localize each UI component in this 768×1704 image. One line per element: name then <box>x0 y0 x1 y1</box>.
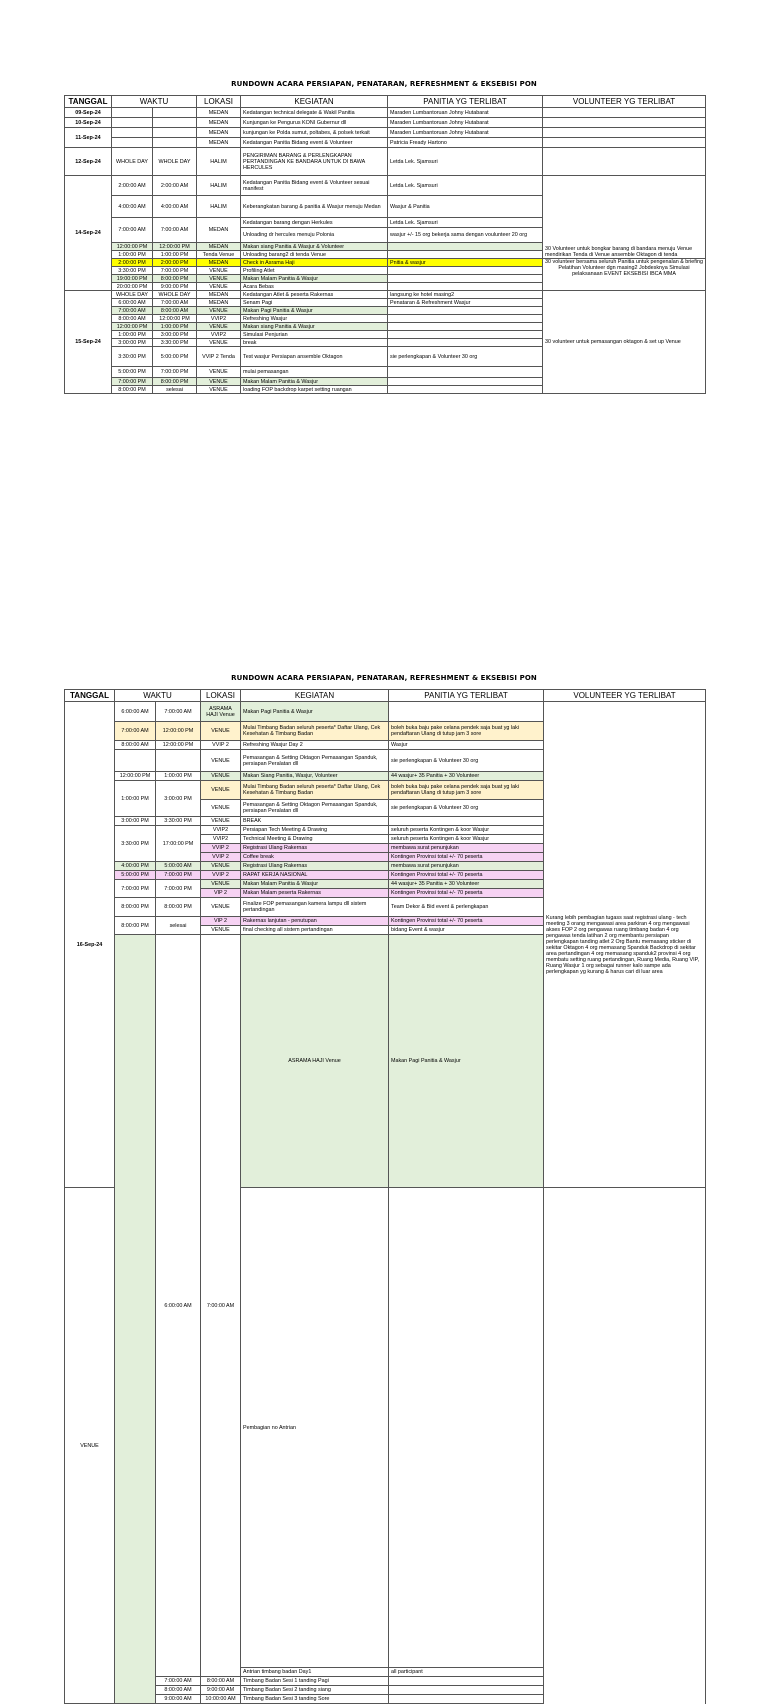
table-row: VENUE Pemasangan & Setting Oktagon Pemasangan Spanduk, persiapan Peralatan dll sie perlengkapan & Volunteer 30 org <box>65 800 706 817</box>
table-row: 7:00:00 AM 12:00:00 PM VENUE Mulai Timbang Badan seluruh peserta* Daftar Ulang, Cek Kesehatan & Timbang Badan boleh buka baju pake celana pendek saja buat yg laki pendaftaran Ulang di tutup jam 3 sore <box>65 722 706 741</box>
volunteer-cell: 30 volunteer untuk pemasangan oktagon & set up Venue <box>543 291 706 394</box>
volunteer-cell: Kurang lebih pembagian tugass saat registrasi ulang - tech meeting 3 orang mengawasi area parkiran 4 org mengawasi akses FOP 2 org pengawas ruang timbang badan 4 org pengawas tenda latihan 2 org membantu persiapan perlengkapan tanding atlet 2 Org Bantu memasang sticker di sekitar Oktagon 4 org memasang Spanduk Backdrop di sekitar area pertandingan 4 org memasang spanduk2 provinsi 4 org membatu setting ruang pertandingan, Ruang Media, Ruang VIP, Ruang Wasjur 1 org sebagai runner kalo sampe ada perlengkapan yg kurang & harus cari di luar area <box>544 702 706 1188</box>
volunteer-cell: 30 volunteer bersama seluruh Panitia untuk pengenalan & briefing Pelatihan Volunteer dgn masing2 Jobdesknya Simulasi pelaksanaan EVENT EKSEBISI IBCA MMA <box>543 259 706 291</box>
schedule-table <box>64 95 706 394</box>
table-row: 3:30:00 PM 5:00:00 PM VVIP 2 Tenda Test wasjur Persiapan ansemble Oktagon sie perlengkapan & Volunteer 30 org <box>65 347 706 367</box>
table-row: VVIP 2 Registrasi Ulang Rakernas membawa surat penunjukan <box>65 844 706 853</box>
table-row: 3:30:00 PM 7:00:00 PM VENUE Profiling Atlet <box>65 267 706 275</box>
table-row: 7:00:00 AM 8:00:00 AM VENUE Makan Pagi Panitia & Wasjur <box>65 307 706 315</box>
table-row: VIP 2 Makan Malam peserta Rakernas Kontingen Provinsi total +/- 70 peserta <box>65 889 706 898</box>
table-row: 4:00:00 AM 4:00:00 AM HALIM Keberangkatan barang & panitia & Wasjur menuju Medan Wasjur & Panitia <box>65 196 706 218</box>
date-cell: 12-Sep-24 <box>65 148 112 176</box>
table-row: VVIP 2 Coffee break Kontingen Provinsi total +/- 70 peserta <box>65 853 706 862</box>
table-row: MEDAN Kedatangan Panitia Bidang event & Volunteer Patricia Fready Hartono <box>65 138 706 148</box>
table-row: 8:00:00 PM selesai VENUE loading FOP backdrop karpet setting ruangan <box>65 386 706 394</box>
table-row: 8:00:00 AM 12:00:00 PM VVIP 2 Refreshing Wasjur Day 2 Wasjur <box>65 741 706 750</box>
schedule-table-2 <box>64 689 706 1704</box>
table-row: VENUE Pembagian no Antrian <box>65 1188 706 1668</box>
header-tanggal: TANGGAL <box>65 96 112 108</box>
table-row: 7:00:00 AM 8:00:00 AM Timbang Badan Sesi 1 tanding Pagi <box>65 1677 706 1686</box>
table-row: 10-Sep-24 MEDAN Kunjungan ke Pengurus KONI Gubernur dll Maraden Lumbantoruan Johny Hutabarat <box>65 118 706 128</box>
table-row: 16-Sep-24 6:00:00 AM 7:00:00 AM ASRAMA HAJI Venue Makan Pagi Panitia & Wasjur Kurang lebih pembagian tugass saat registrasi ulang - tech meeting 3 orang mengawasi area parkiran 4 org mengawasi akses FOP 2 org pengawas ruang timbang badan 4 org pengawas tenda latihan 2 org membantu persiapan perlengkapan tanding atlet 2 Org Bantu memasang sticker di sekitar Oktagon 4 org memasang Spanduk Backdrop di sekitar area pertandingan 4 org memasang spanduk2 provinsi 4 org membatu setting ruang pertandingan, Ruang Media, Ruang VIP, Ruang Wasjur 1 org sebagai runner kalo sampe ada perlengkapan yg kurang & harus cari di luar area <box>65 702 706 722</box>
table-row: 4:00:00 PM 5:00:00 AM VENUE Registrasi Ulang Rakernas membawa surat penunjukan <box>65 862 706 871</box>
table-row: 2:00:00 PM 2:00:00 PM MEDAN Check in Asrama Haji Pnitia & wasjur 30 volunteer bersama seluruh Panitia untuk pengenalan & briefing Pelatihan Volunteer dgn masing2 Jobdesknya Simulasi pelaksanaan EVENT EKSEBISI IBCA MMA <box>65 259 706 267</box>
table-row: 3:00:00 PM 3:30:00 PM VENUE BREAK <box>65 817 706 826</box>
table-row: 12:00:00 PM 1:00:00 PM VENUE Makan siang Panitia & Wasjur <box>65 323 706 331</box>
date-cell: 10-Sep-24 <box>65 118 112 128</box>
table-row: VENUE Pemasangan & Setting Oktagon Pemasangan Spanduk, persiapan Peralatan dll sie perlengkapan & Volunteer 30 org <box>65 750 706 772</box>
table-row: VVIP2 Technical Meeting & Drawing seluruh peserta Kontingen & koor Wasjur <box>65 835 706 844</box>
header-lokasi: LOKASI <box>197 96 241 108</box>
header-kegiatan: KEGIATAN <box>241 96 388 108</box>
header-waktu: WAKTU <box>115 690 201 702</box>
header-volunteer: VOLUNTEER YG TERLIBAT <box>543 96 706 108</box>
table-row: 7:00:00 PM 8:00:00 PM VENUE Makan Malam Panitia & Wasjur <box>65 378 706 386</box>
table-row: 8:00:00 PM 8:00:00 PM VENUE Finalize FOP pemasangan kamera lampu dll sistem pertandingan Team Dekor & Bid event & perlengkapan <box>65 898 706 917</box>
date-cell: 15-Sep-24 <box>65 291 112 394</box>
lokasi-cell: VENUE <box>65 1188 115 1704</box>
date-cell: 16-Sep-24 <box>65 702 115 1188</box>
table-row: 6:00:00 AM 7:00:00 AM MEDAN Senam Pagi Penataran & Refreshment Wasjur <box>65 299 706 307</box>
table-row: 12:00:00 PM 12:00:00 PM MEDAN Makan siang Panitia & Wasjur & Volunteer <box>65 243 706 251</box>
table-row: 3:00:00 PM 3:30:00 PM VENUE break <box>65 339 706 347</box>
table-row: 19:00:00 PM 8:00:00 PM VENUE Makan Malam Panitia & Wasjur <box>65 275 706 283</box>
table-row: 3:30:00 PM 17:00:00 PM VVIP2 Persiapan Tech Meeting & Drawing seluruh peserta Kontingen & koor Wasjur <box>65 826 706 835</box>
header-kegiatan: KEGIATAN <box>241 690 389 702</box>
date-cell: 11-Sep-24 <box>65 128 112 148</box>
table-row: 9:00:00 AM 10:00:00 AM Timbang Badan Sesi 3 tanding Sore <box>65 1695 706 1704</box>
table-row: 12-Sep-24 WHOLE DAY WHOLE DAY HALIM PENGIRIMAN BARANG & PERLENGKAPAN PERTANDINGAN KE BANDARA UNTUK DI BAWA HERCULES Letda Lek. Sjamsuri <box>65 148 706 176</box>
table-row: 8:00:00 AM 12:00:00 PM VVIP2 Refreshing Wasjur <box>65 315 706 323</box>
table-row: 7:00:00 AM 7:00:00 AM MEDAN Kedatangan barang dengan Herkules Letda Lek. Sjamsuri <box>65 218 706 228</box>
header-volunteer: VOLUNTEER YG TERLIBAT <box>544 690 706 702</box>
table-row: 09-Sep-24 MEDAN Kedatangan technical delegate & Wakil Panitia Maraden Lumbantoruan Johny Hutabarat <box>65 108 706 118</box>
table-row: 12:00:00 PM 1:00:00 PM VENUE Makan Siang Panitia, Wasjur, Volunteer 44 wasjur+ 35 Panitia + 30 Volunteer <box>65 772 706 781</box>
table-row: 1:00:00 PM 3:00:00 PM VVIP2 Simulasi Penjurian <box>65 331 706 339</box>
table-row: 5:00:00 PM 7:00:00 PM VENUE mulai pemasangan <box>65 367 706 378</box>
table-row: 7:00:00 PM 7:00:00 PM VENUE Makan Malam Panitia & Wasjur 44 wasjur+ 35 Panitia + 30 Volunteer <box>65 880 706 889</box>
header-panitia: PANITIA YG TERLIBAT <box>388 96 543 108</box>
header-panitia: PANITIA YG TERLIBAT <box>389 690 544 702</box>
date-cell: 14-Sep-24 <box>65 176 112 291</box>
table-row: 6:00:00 AM 7:00:00 AM ASRAMA HAJI Venue Makan Pagi Panitia & Wasjur <box>65 935 706 1188</box>
table-row: 8:00:00 AM 9:00:00 AM Timbang Badan Sesi 2 tanding siang <box>65 1686 706 1695</box>
table-row: 20:00:00 PM 9:00:00 PM VENUE Acara Bebas <box>65 283 706 291</box>
page-title: RUNDOWN ACARA PERSIAPAN, PENATARAN, REFRESHMENT & EKSEBISI PON <box>231 80 537 88</box>
table-row: 8:00:00 PM selesai VIP 2 Rakernas lanjutan - penutupan Kontingen Provinsi total +/- 70 peserta <box>65 917 706 926</box>
table-row: 1:00:00 PM 1:00:00 PM Tenda Venue Unloading barang2 di tenda Venue <box>65 251 706 259</box>
page-title-2: RUNDOWN ACARA PERSIAPAN, PENATARAN, REFRESHMENT & EKSEBISI PON <box>231 674 537 682</box>
header-tanggal: TANGGAL <box>65 690 115 702</box>
table-row: 5:00:00 PM 7:00:00 PM VVIP 2 RAPAT KERJA NASIONAL Kontingen Provinsi total +/- 70 peserta <box>65 871 706 880</box>
table-row: VENUE final checking all sistem pertandingan bidang Event & wasjur <box>65 926 706 935</box>
table-row: 14-Sep-24 2:00:00 AM 2:00:00 AM HALIM Kedatangan Panitia Bidang event & Volunteer sesuai manifest Letda Lek. Sjamsuri 30 Volunteer untuk bongkar barang di bandara menuju Venue mendirikan Tenda di Venue ansemble Oktagon di tenda <box>65 176 706 196</box>
table-row: 11-Sep-24 MEDAN kunjungan ke Polda sumut, poltabes, & polsek terkait Maraden Lumbantoruan Johny Hutabarat <box>65 128 706 138</box>
volunteer-cell: 30 Volunteer untuk bongkar barang di bandara menuju Venue mendirikan Tenda di Venue ansemble Oktagon di tenda <box>543 176 706 259</box>
header-waktu: WAKTU <box>112 96 197 108</box>
date-cell: 09-Sep-24 <box>65 108 112 118</box>
table-row: Antrian timbang badan Day1 all participant <box>65 1668 706 1677</box>
table-row: Unloading dr hercules menuju Polonia wasjur +/- 15 org bekerja sama dengan voulunteer 20 org <box>65 228 706 243</box>
date-cell <box>115 935 156 1704</box>
header-lokasi: LOKASI <box>201 690 241 702</box>
table-row: 1:00:00 PM 3:00:00 PM VENUE Mulai Timbang Badan seluruh peserta* Daftar Ulang, Cek Kesehatan & Timbang Badan boleh buka baju pake celana pendek saja buat yg laki pendaftaran Ulang di tutup jam 3 sore <box>65 781 706 800</box>
table-row: 15-Sep-24 WHOLE DAY WHOLE DAY MEDAN Kedatangan Atlet & peserta Rakernas langsung ke hotel masing2 30 volunteer untuk pemasangan oktagon & set up Venue <box>65 291 706 299</box>
